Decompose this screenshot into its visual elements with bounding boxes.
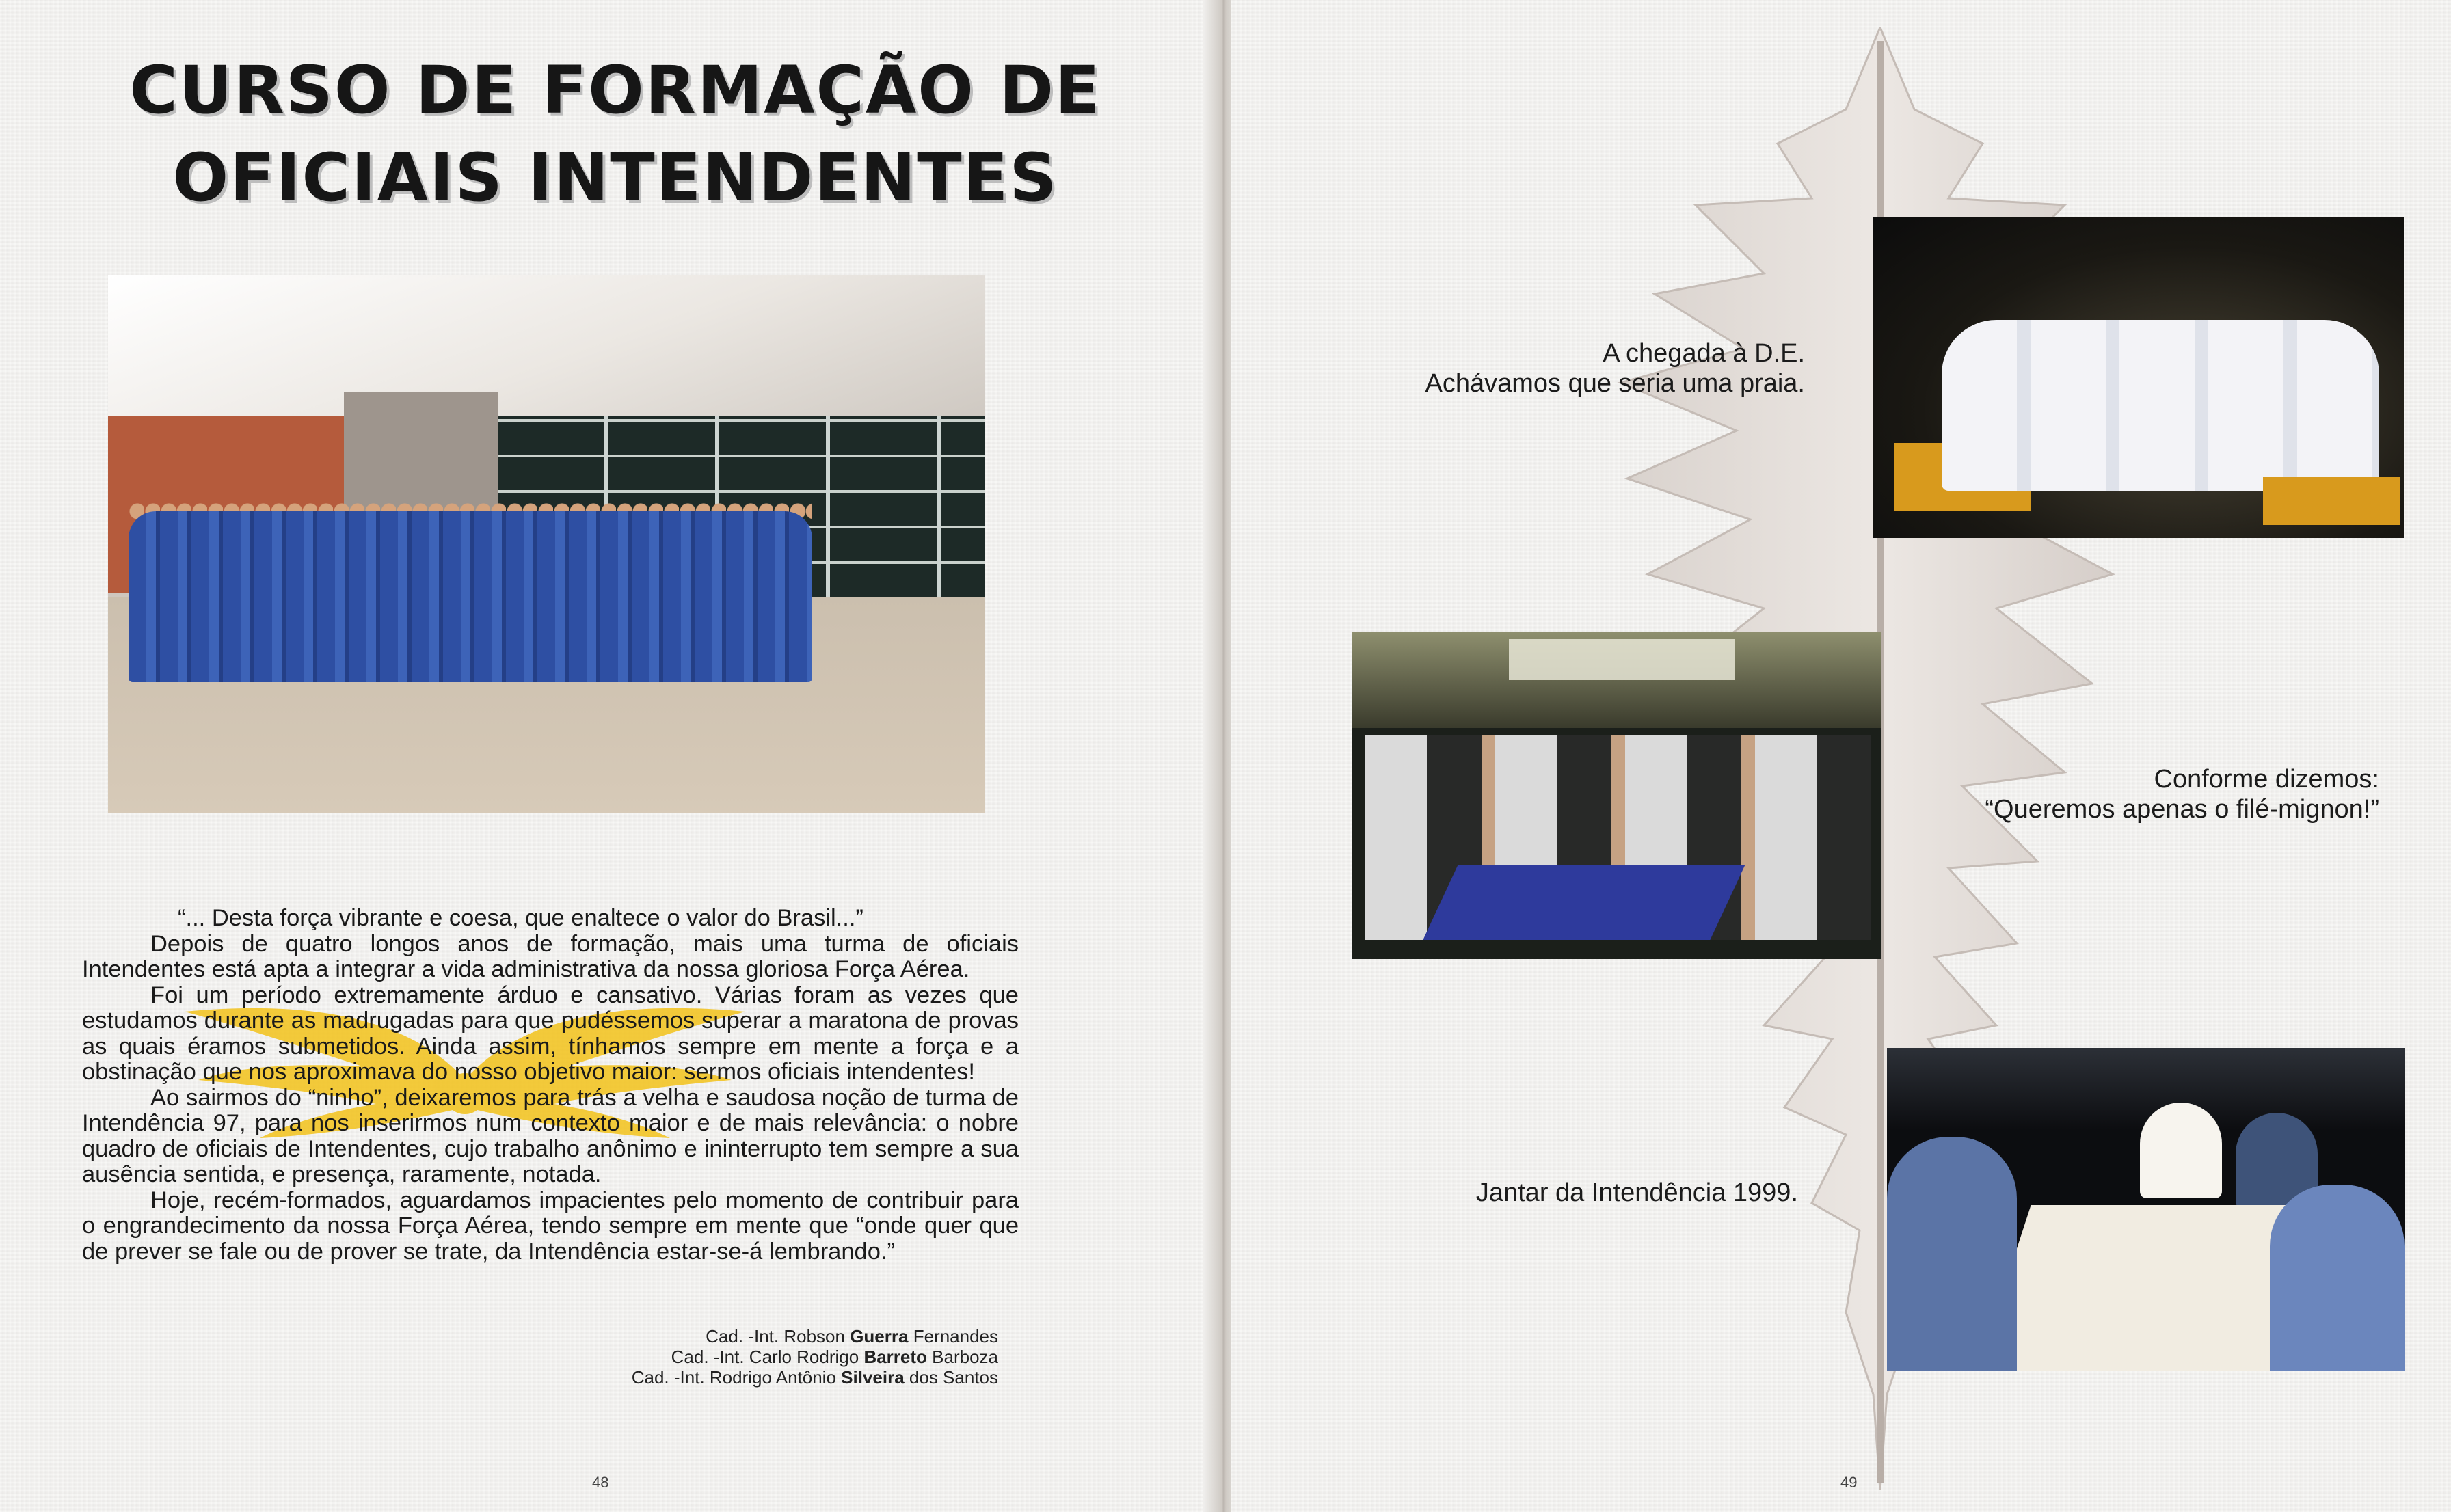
title-line-2: OFICIAIS INTENDENTES (172, 139, 1058, 216)
page-title (75, 46, 1155, 221)
page-number-left: 48 (592, 1474, 609, 1491)
paragraph-4: Hoje, recém-formados, aguardamos impacientes pelo momento de contribuir para o engrandecimento da nossa Força Aérea, tendo sempre em mente que “onde quer que de prever se fale ou de prover se trate, da Intendência estar-se-á lembrando.” (82, 1187, 1019, 1265)
signature-line: Cad. -Int. Rodrigo Antônio Silveira dos Santos (631, 1367, 998, 1388)
title-line-1: CURSO DE FORMAÇÃO DE (129, 52, 1101, 129)
page-number-right: 49 (1840, 1474, 1858, 1491)
photo-cadets-table (1352, 632, 1881, 959)
paragraph-1: Depois de quatro longos anos de formação, mais uma turma de oficiais Intendentes está apta a integrar a vida administrativa da nossa gloriosa Força Aérea. (82, 930, 1019, 982)
epigraph-quote: “... Desta força vibrante e coesa, que enaltece o valor do Brasil...” (178, 905, 863, 931)
signature-line: Cad. -Int. Robson Guerra Fernandes (706, 1326, 998, 1347)
caption-arrival: A chegada à D.E. Achávamos que seria uma praia. (1425, 339, 1805, 398)
paragraph-3: Ao sairmos do “ninho”, deixaremos para trás a velha e saudosa noção de turma de Intendência 97, para nos inserirmos num contexto maior e de mais relevância: o nobre quadro de oficiais de Intendentes, cujo trabalho anônimo e ininterrupto tem sempre a sua ausência sentida, e presença, raramente, notada. (82, 1084, 1019, 1187)
signature-line: Cad. -Int. Carlo Rodrigo Barreto Barboza (671, 1347, 998, 1367)
paragraph-2: Foi um período extremamente árduo e cansativo. Várias foram as vezes que estudamos durante as madrugadas para que pudéssemos superar a maratona de provas as quais éramos submetidos. Ainda assim, tínhamos sempre em mente a força e a obstinação que nos aproximava do nosso objetivo maior: sermos oficiais intendentes! (82, 982, 1019, 1085)
signature-block (520, 1326, 998, 1388)
left-page (0, 0, 1218, 1512)
group-photo-cadets (108, 275, 985, 813)
caption-dinner: Jantar da Intendência 1999. (1475, 1178, 1798, 1207)
caption-file-mignon: Conforme dizemos: “Queremos apenas o filé-mignon!” (1985, 765, 2379, 824)
photo-cadets-arrival (1873, 217, 2404, 538)
article-body (82, 906, 1019, 1265)
photo-intendencia-dinner (1887, 1048, 2405, 1371)
